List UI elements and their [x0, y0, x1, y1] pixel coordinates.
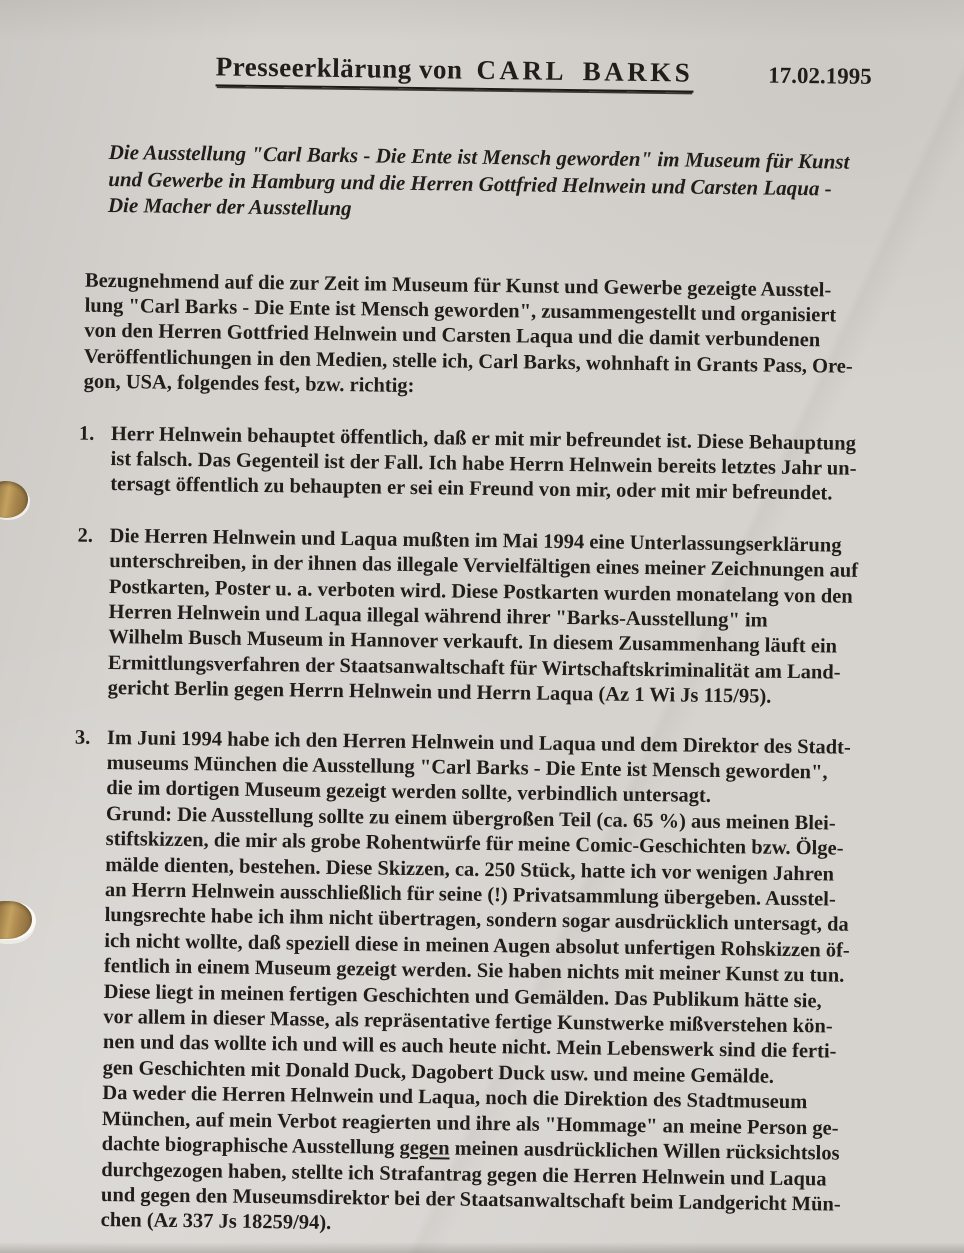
- text-line: gon, USA, folgendes fest, bzw. richtig:: [83, 370, 415, 398]
- text-line: Wilhelm Busch Museum in Hannover verkauft. In diesem Zusammenhang läuft ein: [108, 626, 838, 658]
- text-line: museums München die Ausstellung "Carl Barks - Die Ente ist Mensch geworden",: [106, 751, 828, 784]
- text-line: Ermittlungsverfahren der Staatsanwaltschaft für Wirtschaftskriminalität am Land-: [107, 651, 841, 684]
- document-date: 17.02.1995: [768, 62, 872, 89]
- text-line: und Gewerbe in Hamburg und die Herren Gottfried Helnwein und Carsten Laqua -: [108, 166, 832, 200]
- title-author-name: CARL BARKS: [476, 54, 694, 88]
- text-line: vor allem in dieser Masse, als repräsentative fertige Kunstwerke mißverstehen kön-: [103, 1006, 833, 1038]
- text-line: und gegen den Museumsdirektor bei der Staatsanwaltschaft beim Landgericht Mün-: [100, 1183, 841, 1216]
- text-line: Die Herren Helnwein und Laqua mußten im Mai 1994 eine Unterlassungserklärung: [109, 524, 842, 557]
- text-line: nen und das wollte ich und will es auch heute nicht. Mein Lebenswerk sind die ferti-: [102, 1031, 837, 1064]
- item-text: [110, 422, 909, 509]
- text-line: Im Juni 1994 habe ich den Herren Helnwein und Laqua und dem Direktor des Stadt-: [106, 726, 851, 759]
- item-text: [107, 524, 907, 712]
- text-line: die im dortigen Museum gezeigt werden sollte, verbindlich untersagt.: [106, 777, 712, 808]
- document-subtitle: [108, 139, 913, 229]
- text-line: München, auf mein Verbot reagierten und ihre als "Hommage" an meine Person ge-: [101, 1107, 839, 1140]
- text-line: unterschreiben, in der ihnen das illegale Vervielfältigen eines meiner Zeichnungen auf: [109, 550, 859, 582]
- text-line: an Herrn Helnwein ausschließlich für seine (!) Privatsammlung übergeben. Ausstel-: [104, 879, 836, 911]
- intro-paragraph: [83, 268, 911, 406]
- numbered-item-2: [79, 523, 907, 712]
- document-content: [73, 49, 914, 1244]
- text-line: gericht Berlin gegen Herrn Helnwein und Herrn Laqua (Az 1 Wi Js 115/95).: [107, 677, 772, 708]
- text-line: lungsrechte habe ich ihm nicht übertragen, sondern sogar ausdrücklich untersagt, da: [104, 904, 849, 937]
- title-row: [215, 50, 913, 99]
- text-line: Bezugnehmend auf die zur Zeit im Museum für Kunst und Gewerbe gezeigte Ausstel-: [84, 269, 832, 301]
- item-number: 2.: [77, 524, 94, 547]
- text-line: Postkarten, Poster u. a. verboten wird. Diese Postkarten wurden monatelang von den: [108, 575, 853, 608]
- text-line: ist falsch. Das Gegenteil ist der Fall. Ich habe Herrn Helnwein bereits letztes Jahr un-: [110, 447, 857, 480]
- item-text: [100, 726, 905, 1245]
- text-line: Die Ausstellung "Carl Barks - Die Ente ist Mensch geworden" im Museum für Kunst: [108, 139, 850, 174]
- hole-punch-top: [0, 481, 28, 518]
- text-line: dachte biographische Ausstellung gegen meinen ausdrücklichen Willen rücksichtslos: [101, 1133, 840, 1165]
- text-line: gen Geschichten mit Donald Duck, Dagobert Duck usw. und meine Gemälde.: [102, 1056, 775, 1088]
- numbered-item-3: [73, 725, 906, 1244]
- title-prefix: Presseerklärung von: [215, 51, 463, 85]
- text-line: Diese liegt in meinen fertigen Geschichten und Gemälden. Das Publikum hätte sie,: [103, 980, 822, 1013]
- item-number: 1.: [78, 422, 95, 445]
- text-line: stiftskizzen, die mir als grobe Rohentwürfe für meine Comic-Geschichten bzw. Ölge-: [105, 828, 844, 860]
- text-line: mälde dienten, bestehen. Diese Skizzen, ca. 250 Stück, hatte ich vor wenigen Jahren: [105, 853, 835, 886]
- hole-punch-bottom: [0, 901, 32, 939]
- text-line: Veröffentlichungen in den Medien, stelle ich, Carl Barks, wohnhaft in Grants Pass, Ore-: [83, 345, 853, 378]
- text-line: Herren Helnwein und Laqua illegal während ihrer "Barks-Ausstellung" im: [108, 600, 768, 632]
- text-line: ich nicht wollte, daß speziell diese in meinen Augen absolut unfertigen Rohskizzen öf-: [104, 929, 850, 962]
- text-line: von den Herren Gottfried Helnwein und Carsten Laqua und die damit verbundenen: [84, 319, 821, 352]
- text-line: durchgezogen haben, stellte ich Strafantrag gegen die Herren Helnwein und Laqua: [101, 1158, 827, 1190]
- text-line: chen (Az 337 Js 18259/94).: [100, 1209, 332, 1235]
- text-line: tersagt öffentlich zu behaupten er sei ein Freund von mir, oder mit mir befreundet.: [110, 473, 833, 505]
- text-line: lung "Carl Barks - Die Ente ist Mensch geworden", zusammengestellt und organisiert: [84, 294, 837, 327]
- text-line: Herr Helnwein behauptet öffentlich, daß er mit mir befreundet ist. Diese Behauptung: [110, 422, 857, 455]
- text-line: Da weder die Herren Helnwein und Laqua, noch die Direktion des Stadtmuseum: [102, 1082, 808, 1114]
- document-title: [216, 50, 694, 92]
- text-line: Grund: Die Ausstellung sollte zu einem übergroßen Teil (ca. 65 %) aus meinen Blei-: [105, 802, 836, 835]
- item-number: 3.: [74, 726, 91, 749]
- text-line: fentlich in einem Museum gezeigt werden. Sie haben nichts mit meiner Kunst zu tun.: [103, 955, 845, 987]
- numbered-item-1: [78, 421, 909, 508]
- text-line: Die Macher der Ausstellung: [107, 192, 352, 221]
